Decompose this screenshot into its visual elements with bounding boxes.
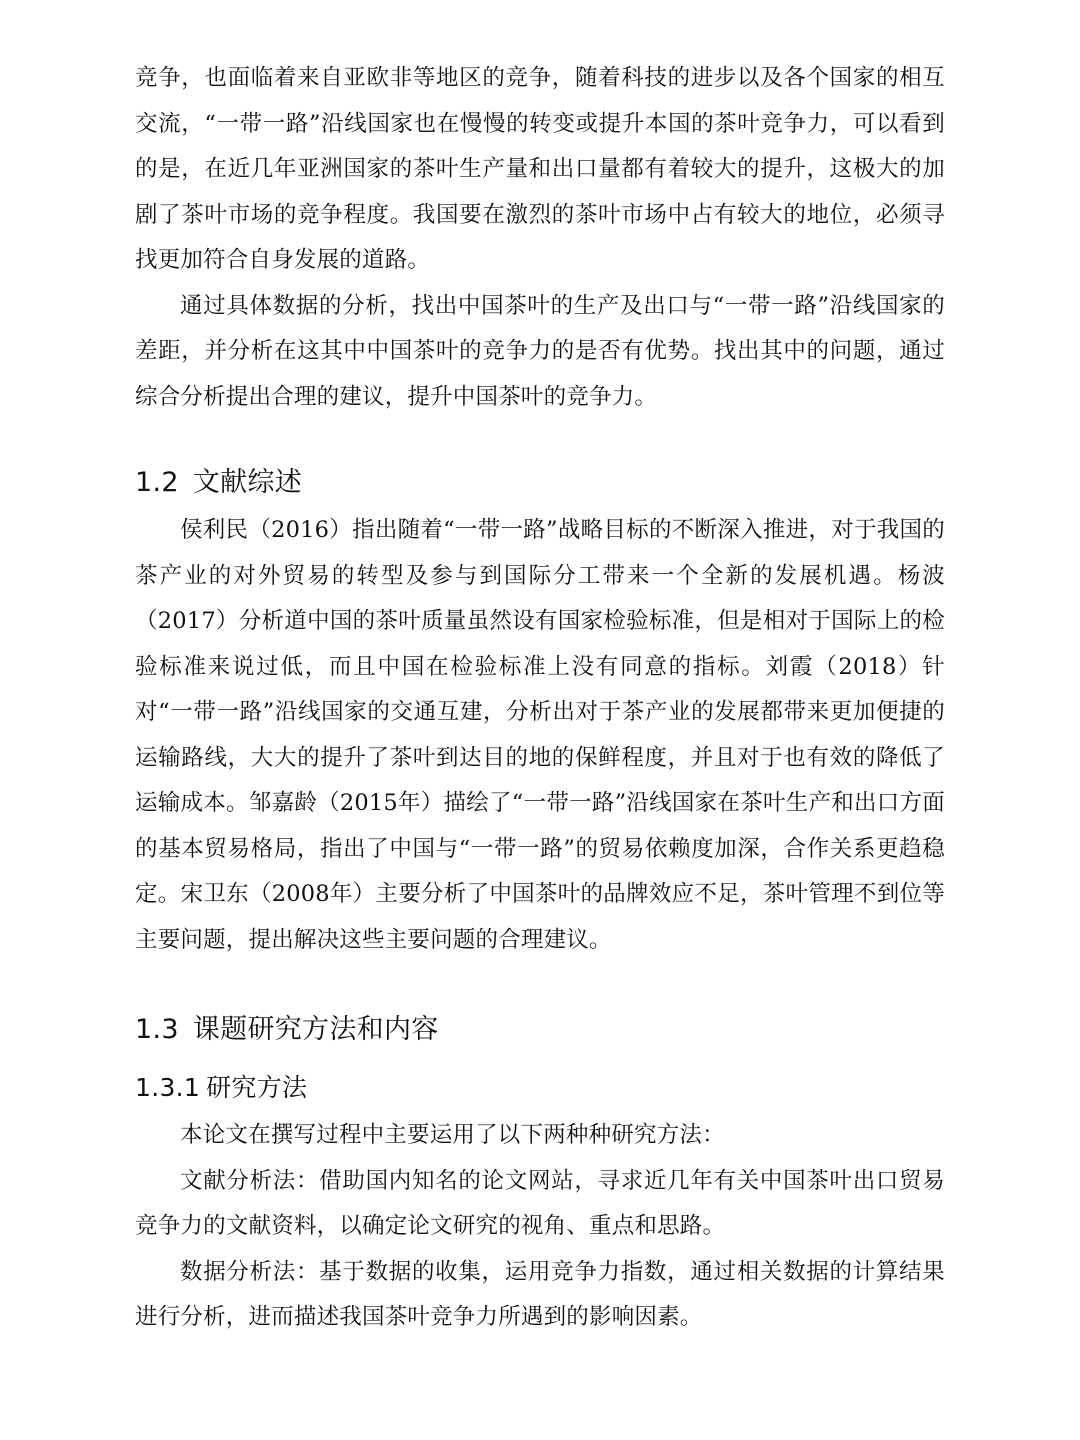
literature-review-paragraph: 侯利民（2016）指出随着“一带一路”战略目标的不断深入推进，对于我国的茶产业的对外贸易的转型及参与到国际分工带来一个全新的发展机遇。杨波（2017）分析道中国的茶叶质量虽然设有国家检验标准，但是相对于国际上的检验标准来说过低，而且中国在检验标准上没有同意的指标。刘霞（2018）针对“一带一路”沿线国家的交通互建，分析出对于茶产业的发展都带来更加便捷的运输路线，大大的提升了茶叶到达目的地的保鲜程度，并且对于也有效的降低了运输成本。邹嘉龄（2015年）描绘了“一带一路”沿线国家在茶叶生产和出口方面的基本贸易格局，指出了中国与“一带一路”的贸易依赖度加深，合作关系更趋稳定。宋卫东（2008年）主要分析了中国茶叶的品牌效应不足，茶叶管理不到位等主要问题，提出解决这些主要问题的合理建议。 [135, 517, 945, 953]
methods-intro-paragraph: 本论文在撰写过程中主要运用了以下两种种研究方法： [180, 1122, 725, 1148]
intro-paragraph-1: 竞争，也面临着来自亚欧非等地区的竞争，随着科技的进步以及各个国家的相互交流，“一带一路”沿线国家也在慢慢的转变或提升本国的茶叶竞争力，可以看到的是，在近几年亚洲国家的茶叶生产量和出口量都有着较大的提升，这极大的加剧了茶叶市场的竞争程度。我国要在激烈的茶叶市场中占有较大的地位，必须寻找更加符合自身发展的道路。 [135, 65, 945, 273]
subsection-heading-1-3-1 [135, 1066, 945, 1110]
data-analysis-paragraph: 数据分析法：基于数据的收集，运用竞争力指数，通过相关数据的计算结果进行分析，进而描述我国茶叶竞争力所遇到的影响因素。 [135, 1258, 945, 1330]
document-page [135, 56, 945, 1341]
subsection-number: 1.3.1 [135, 1073, 201, 1102]
section-number: 1.2 [135, 467, 179, 498]
section-title: 文献综述 [192, 467, 303, 498]
intro-paragraph-2: 通过具体数据的分析，找出中国茶叶的生产及出口与“一带一路”沿线国家的差距，并分析在这其中中国茶叶的竞争力的是否有优势。找出其中的问题，通过综合分析提出合理的建议，提升中国茶叶的竞争力。 [135, 292, 945, 410]
literature-analysis-paragraph: 文献分析法：借助国内知名的论文网站，寻求近几年有关中国茶叶出口贸易竞争力的文献资料，以确定论文研究的视角、重点和思路。 [135, 1167, 945, 1239]
section-number: 1.3 [135, 1014, 179, 1045]
subsection-title: 研究方法 [206, 1073, 308, 1102]
section-heading-1-3 [135, 1008, 945, 1052]
section-title: 课题研究方法和内容 [192, 1014, 439, 1045]
section-heading-1-2 [135, 461, 945, 505]
